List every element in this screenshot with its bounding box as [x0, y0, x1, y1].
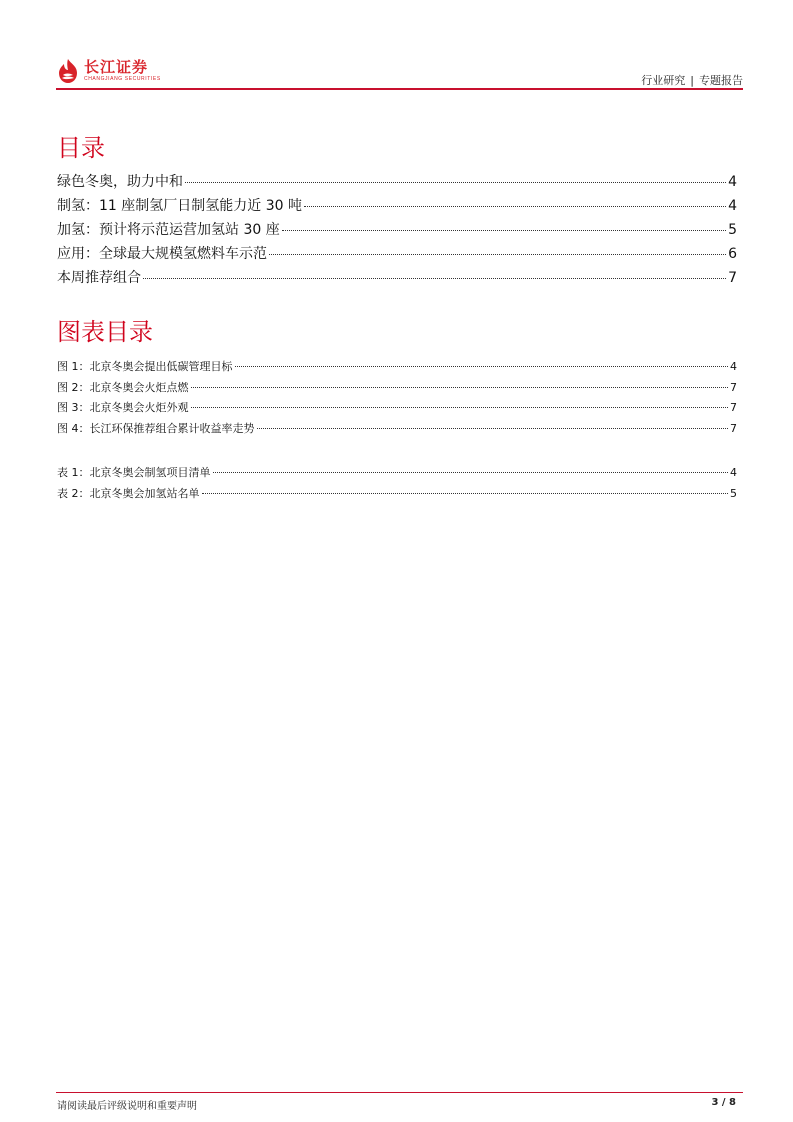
category-label: 行业研究: [641, 74, 686, 87]
report-category: [641, 72, 743, 88]
dot-leader: [213, 472, 729, 473]
table-entry[interactable]: [57, 462, 737, 483]
figure-list: [57, 357, 737, 439]
toc-entry-page: 4: [728, 198, 737, 214]
flame-logo-icon: [56, 58, 80, 84]
table-entry-label: 表 1：北京冬奥会制氢项目清单: [57, 466, 211, 479]
page-number: 3 / 8: [711, 1097, 736, 1108]
figure-entry-page: 7: [730, 380, 737, 394]
dot-leader: [235, 366, 729, 367]
table-entry[interactable]: [57, 483, 737, 504]
toc-entry-label: 应用：全球最大规模氢燃料车示范: [57, 246, 267, 262]
table-entry-page: 5: [730, 487, 737, 500]
figure-entry-label: 图 3：北京冬奥会火炬外观: [57, 401, 189, 414]
toc-entry-page: 4: [728, 174, 737, 190]
toc-entry-label: 绿色冬奥，助力中和: [57, 174, 183, 190]
footer-divider: [56, 1092, 743, 1093]
figure-entry[interactable]: [57, 378, 737, 399]
toc-list: [57, 170, 737, 290]
dot-leader: [257, 428, 729, 429]
toc-entry-page: 7: [728, 270, 737, 286]
dot-leader: [185, 182, 726, 183]
dot-leader: [282, 230, 726, 231]
toc-entry[interactable]: [57, 242, 737, 266]
table-entry-label: 表 2：北京冬奥会加氢站名单: [57, 487, 200, 500]
table-entry-page: 4: [730, 466, 737, 479]
toc-entry-page: 6: [728, 246, 737, 262]
figure-entry-label: 图 1：北京冬奥会提出低碳管理目标: [57, 360, 233, 373]
toc-entry-page: 5: [728, 222, 737, 238]
footer-disclaimer: 请阅读最后评级说明和重要声明: [57, 1101, 197, 1112]
figures-toc-title: 图表目录: [57, 318, 153, 346]
toc-entry[interactable]: [57, 194, 737, 218]
dot-leader: [191, 387, 729, 388]
figure-entry-label: 图 4：长江环保推荐组合累计收益率走势: [57, 421, 255, 435]
figure-entry-page: 7: [730, 401, 737, 414]
toc-entry[interactable]: [57, 266, 737, 290]
figure-entry-label: 图 2：北京冬奥会火炬点燃: [57, 380, 189, 394]
toc-entry-label: 本周推荐组合: [57, 270, 141, 286]
dot-leader: [143, 278, 726, 279]
table-list: [57, 462, 737, 504]
category-separator: |: [690, 74, 694, 87]
page-header: [56, 56, 743, 90]
dot-leader: [202, 493, 729, 494]
dot-leader: [269, 254, 726, 255]
logo-english-name: CHANGJIANG SECURITIES: [84, 76, 161, 82]
toc-entry[interactable]: [57, 170, 737, 194]
figure-entry[interactable]: [57, 419, 737, 440]
dot-leader: [191, 407, 729, 408]
dot-leader: [304, 206, 726, 207]
toc-entry[interactable]: [57, 218, 737, 242]
header-divider: [56, 88, 743, 90]
toc-title: 目录: [57, 134, 105, 162]
toc-entry-label: 制氢：11 座制氢厂日制氢能力近 30 吨: [57, 198, 302, 214]
toc-entry-label: 加氢：预计将示范运营加氢站 30 座: [57, 222, 280, 238]
figure-entry[interactable]: [57, 398, 737, 419]
figure-entry-page: 4: [730, 360, 737, 373]
company-logo: [56, 56, 161, 86]
report-type-label: 专题报告: [699, 74, 743, 87]
figure-entry-page: 7: [730, 421, 737, 435]
figure-entry[interactable]: [57, 357, 737, 378]
logo-chinese-name: 长江证券: [84, 58, 149, 76]
